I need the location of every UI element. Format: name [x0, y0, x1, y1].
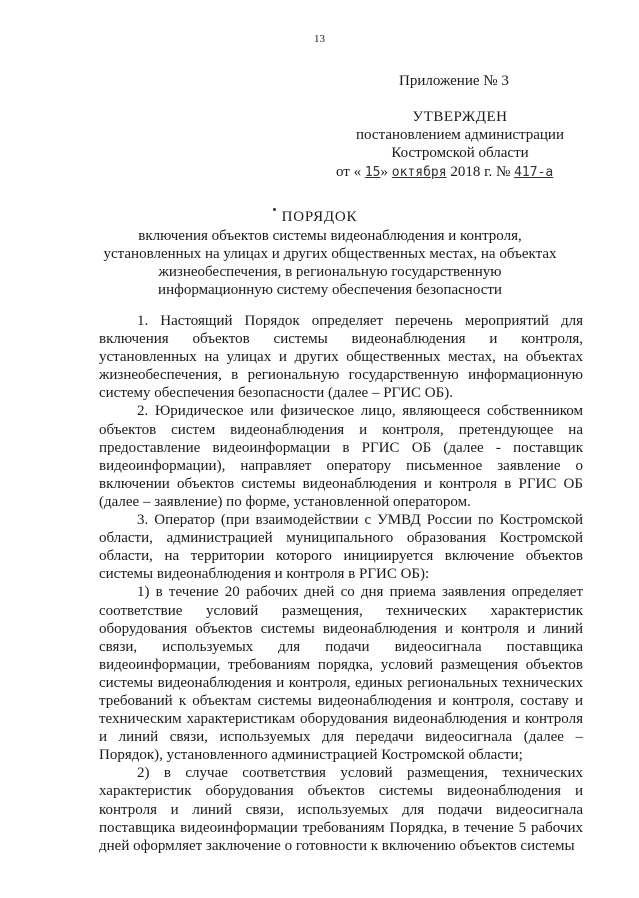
page-number: 13 — [314, 33, 325, 45]
document-subtitle: включения объектов системы видеонаблюдения и контроля, установленных на улицах и других общественных местах, на объектах жизнеобеспечения, в региональную государственную информационную систему обеспечения безопасности — [103, 228, 557, 298]
date-year: 2018 г. № — [450, 164, 511, 180]
date-prefix: от « — [336, 164, 362, 180]
paragraph: 1) в течение 20 рабочих дней со дня приема заявления определяет соответствие условий размещения, технических характеристик оборудования объектов системы видеонаблюдения и контроля и линий связи, используемых для подачи видеосигнала поставщика видеоинформации, требованиям порядка, условий размещения объектов системы видеонаблюдения и контроля, единых региональных технических требований к объектам системы видеонаблюдения и контроля, составу и техническим характеристикам оборудования видеонаблюдения и контроля и линий связи, используемых для передачи видеосигнала (далее – Порядок), установленного администрацией Костромской области; — [99, 584, 583, 764]
decree-number: 417-а — [514, 165, 554, 180]
paragraph: 1. Настоящий Порядок определяет перечень мероприятий для включения объектов системы видеонаблюдения и контроля, установленных на улицах и других общественных местах, на объектах жизнеобеспечения, в региональную государственную информационную систему обеспечения безопасности (далее – РГИС ОБ). — [99, 313, 583, 402]
decree-date-line — [336, 163, 590, 182]
paragraph: 3. Оператор (при взаимодействии с УМВД России по Костромской области, администрацией муниципального образования Костромской области, на территории которого инициируется включение объектов системы видеонаблюдения и контроля в РГИС ОБ): — [99, 512, 583, 583]
approved-heading: УТВЕРЖДЕН — [412, 109, 508, 125]
paragraph: 2. Юридическое или физическое лицо, являющееся собственником объектов систем видеонаблюдения и контроля, претендующее на предоставление видеоинформации в РГИС ОБ (далее - поставщик видеоинформации), направляет оператору письменное заявление о включении объектов системы видеонаблюдения и контроля в РГИС ОБ (далее – заявление) по форме, установленной оператором. — [99, 403, 583, 510]
appendix-label: Приложение № 3 — [399, 73, 509, 89]
date-mid: » — [380, 164, 389, 180]
decree-line-2: Костромской области — [391, 145, 529, 161]
decree-line-1: постановлением администрации — [356, 127, 564, 143]
date-day: 15 — [364, 165, 381, 180]
approval-block — [330, 108, 590, 182]
paragraph: 2) в случае соответствия условий размещения, технических характеристик оборудования объектов системы видеонаблюдения и контроля и линий связи, используемых для подачи видеосигнала поставщика видеоинформации требованиям Порядка, в течение 5 рабочих дней оформляет заключение о готовности к включению объектов системы — [99, 765, 583, 854]
document-body — [99, 312, 583, 855]
document-title: ПОРЯДОК — [281, 209, 358, 225]
date-month: октября — [391, 165, 447, 180]
